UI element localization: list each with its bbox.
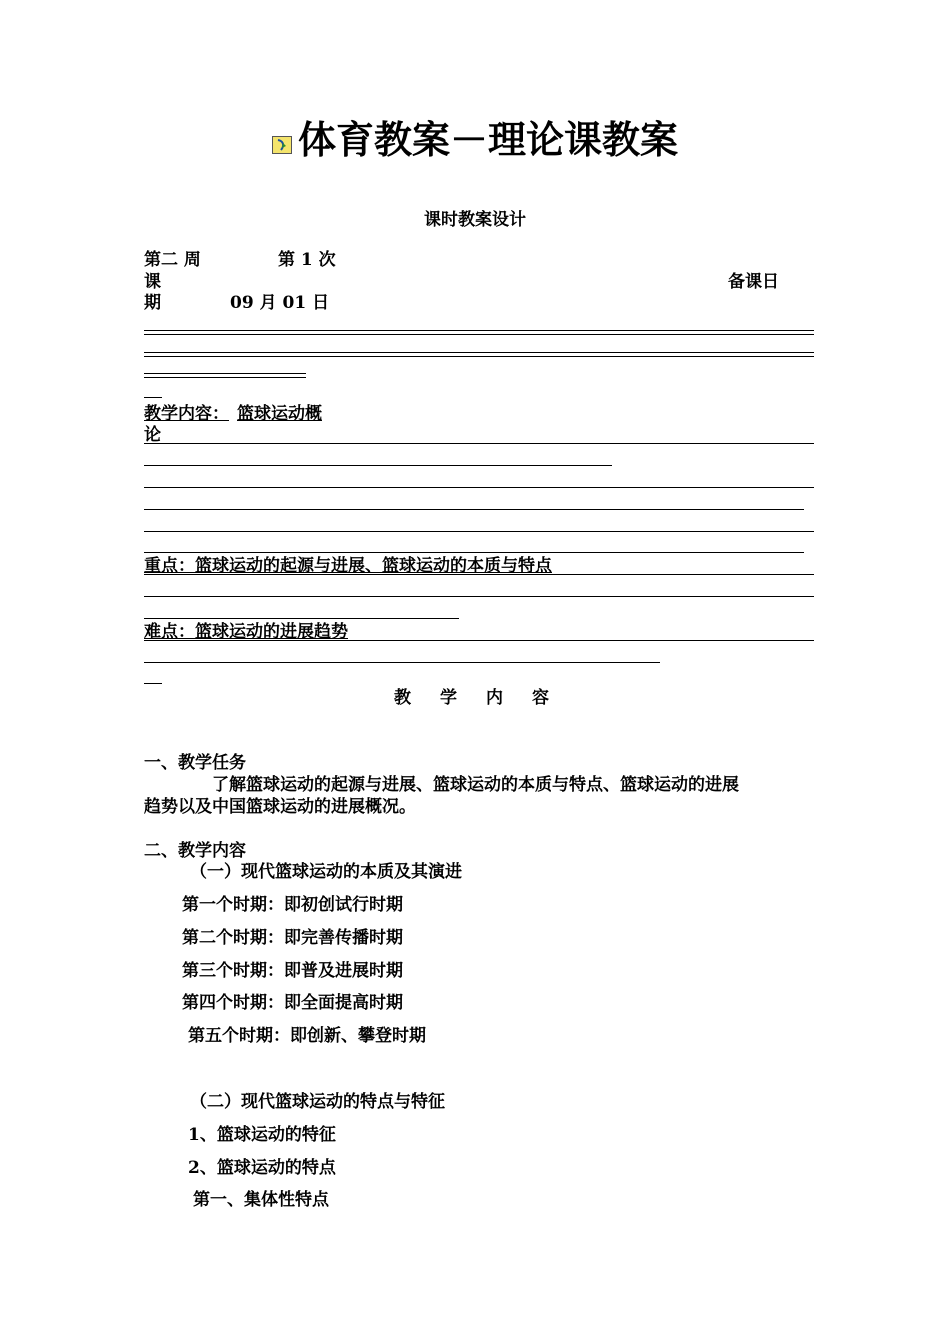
list-item: 第一、集体性特点 bbox=[193, 1190, 329, 1210]
period-item: 第二个时期：即完善传播时期 bbox=[182, 928, 403, 948]
subheading-2: （二）现代篮球运动的特点与特征 bbox=[190, 1092, 445, 1112]
blank-line bbox=[144, 640, 814, 641]
period-item: 第四个时期：即全面提高时期 bbox=[182, 993, 403, 1013]
page-subtitle: 课时教案设计 bbox=[424, 210, 526, 230]
blank-line bbox=[144, 509, 804, 510]
blank-line bbox=[144, 596, 814, 597]
key-point: 重点：篮球运动的起源与进展、篮球运动的本质与特点 bbox=[144, 556, 552, 576]
section-heading: 教 学 内 容 bbox=[394, 688, 555, 708]
list-item: 1、篮球运动的特征 bbox=[188, 1125, 336, 1145]
list-item: 2、篮球运动的特点 bbox=[188, 1158, 336, 1178]
blank-line bbox=[144, 662, 660, 663]
divider bbox=[144, 330, 814, 335]
content-label: 教学内容： 篮球运动概 bbox=[144, 404, 322, 424]
content-value-cont: 论 bbox=[144, 425, 161, 445]
blank-line bbox=[144, 618, 459, 619]
blank-line bbox=[144, 683, 162, 684]
period-item: 第五个时期：即创新、攀登时期 bbox=[188, 1026, 426, 1046]
session-label: 第 1 次 bbox=[278, 250, 336, 270]
date-value: 09 月 01 日 bbox=[230, 293, 330, 313]
qi-label: 期 bbox=[144, 293, 161, 313]
divider bbox=[144, 373, 306, 378]
tasks-text-line2: 趋势以及中国篮球运动的进展概况。 bbox=[144, 797, 416, 817]
period-item: 第三个时期：即普及进展时期 bbox=[182, 961, 403, 981]
tasks-heading: 一、教学任务 bbox=[144, 753, 246, 773]
divider bbox=[144, 397, 162, 398]
ke-label: 课 bbox=[144, 272, 161, 292]
blank-line bbox=[144, 487, 814, 488]
blank-line bbox=[144, 465, 612, 466]
prep-date-label: 备课日 bbox=[728, 272, 779, 292]
period-item: 第一个时期：即初创试行时期 bbox=[182, 895, 403, 915]
difficulty: 难点：篮球运动的进展趋势 bbox=[144, 622, 348, 642]
contents-heading: 二、教学内容 bbox=[144, 841, 246, 861]
tasks-text-line1: 了解篮球运动的起源与进展、篮球运动的本质与特点、篮球运动的进展 bbox=[212, 775, 739, 795]
blank-line bbox=[144, 552, 804, 553]
week-label: 第二 周 bbox=[144, 250, 201, 270]
subheading-1: （一）现代篮球运动的本质及其演进 bbox=[190, 862, 462, 882]
blank-line bbox=[144, 443, 814, 444]
document-icon bbox=[272, 136, 292, 154]
blank-line bbox=[144, 531, 814, 532]
divider bbox=[144, 352, 814, 357]
page-title: 体育教案－理论课教案 bbox=[298, 118, 679, 162]
blank-line bbox=[144, 574, 814, 575]
